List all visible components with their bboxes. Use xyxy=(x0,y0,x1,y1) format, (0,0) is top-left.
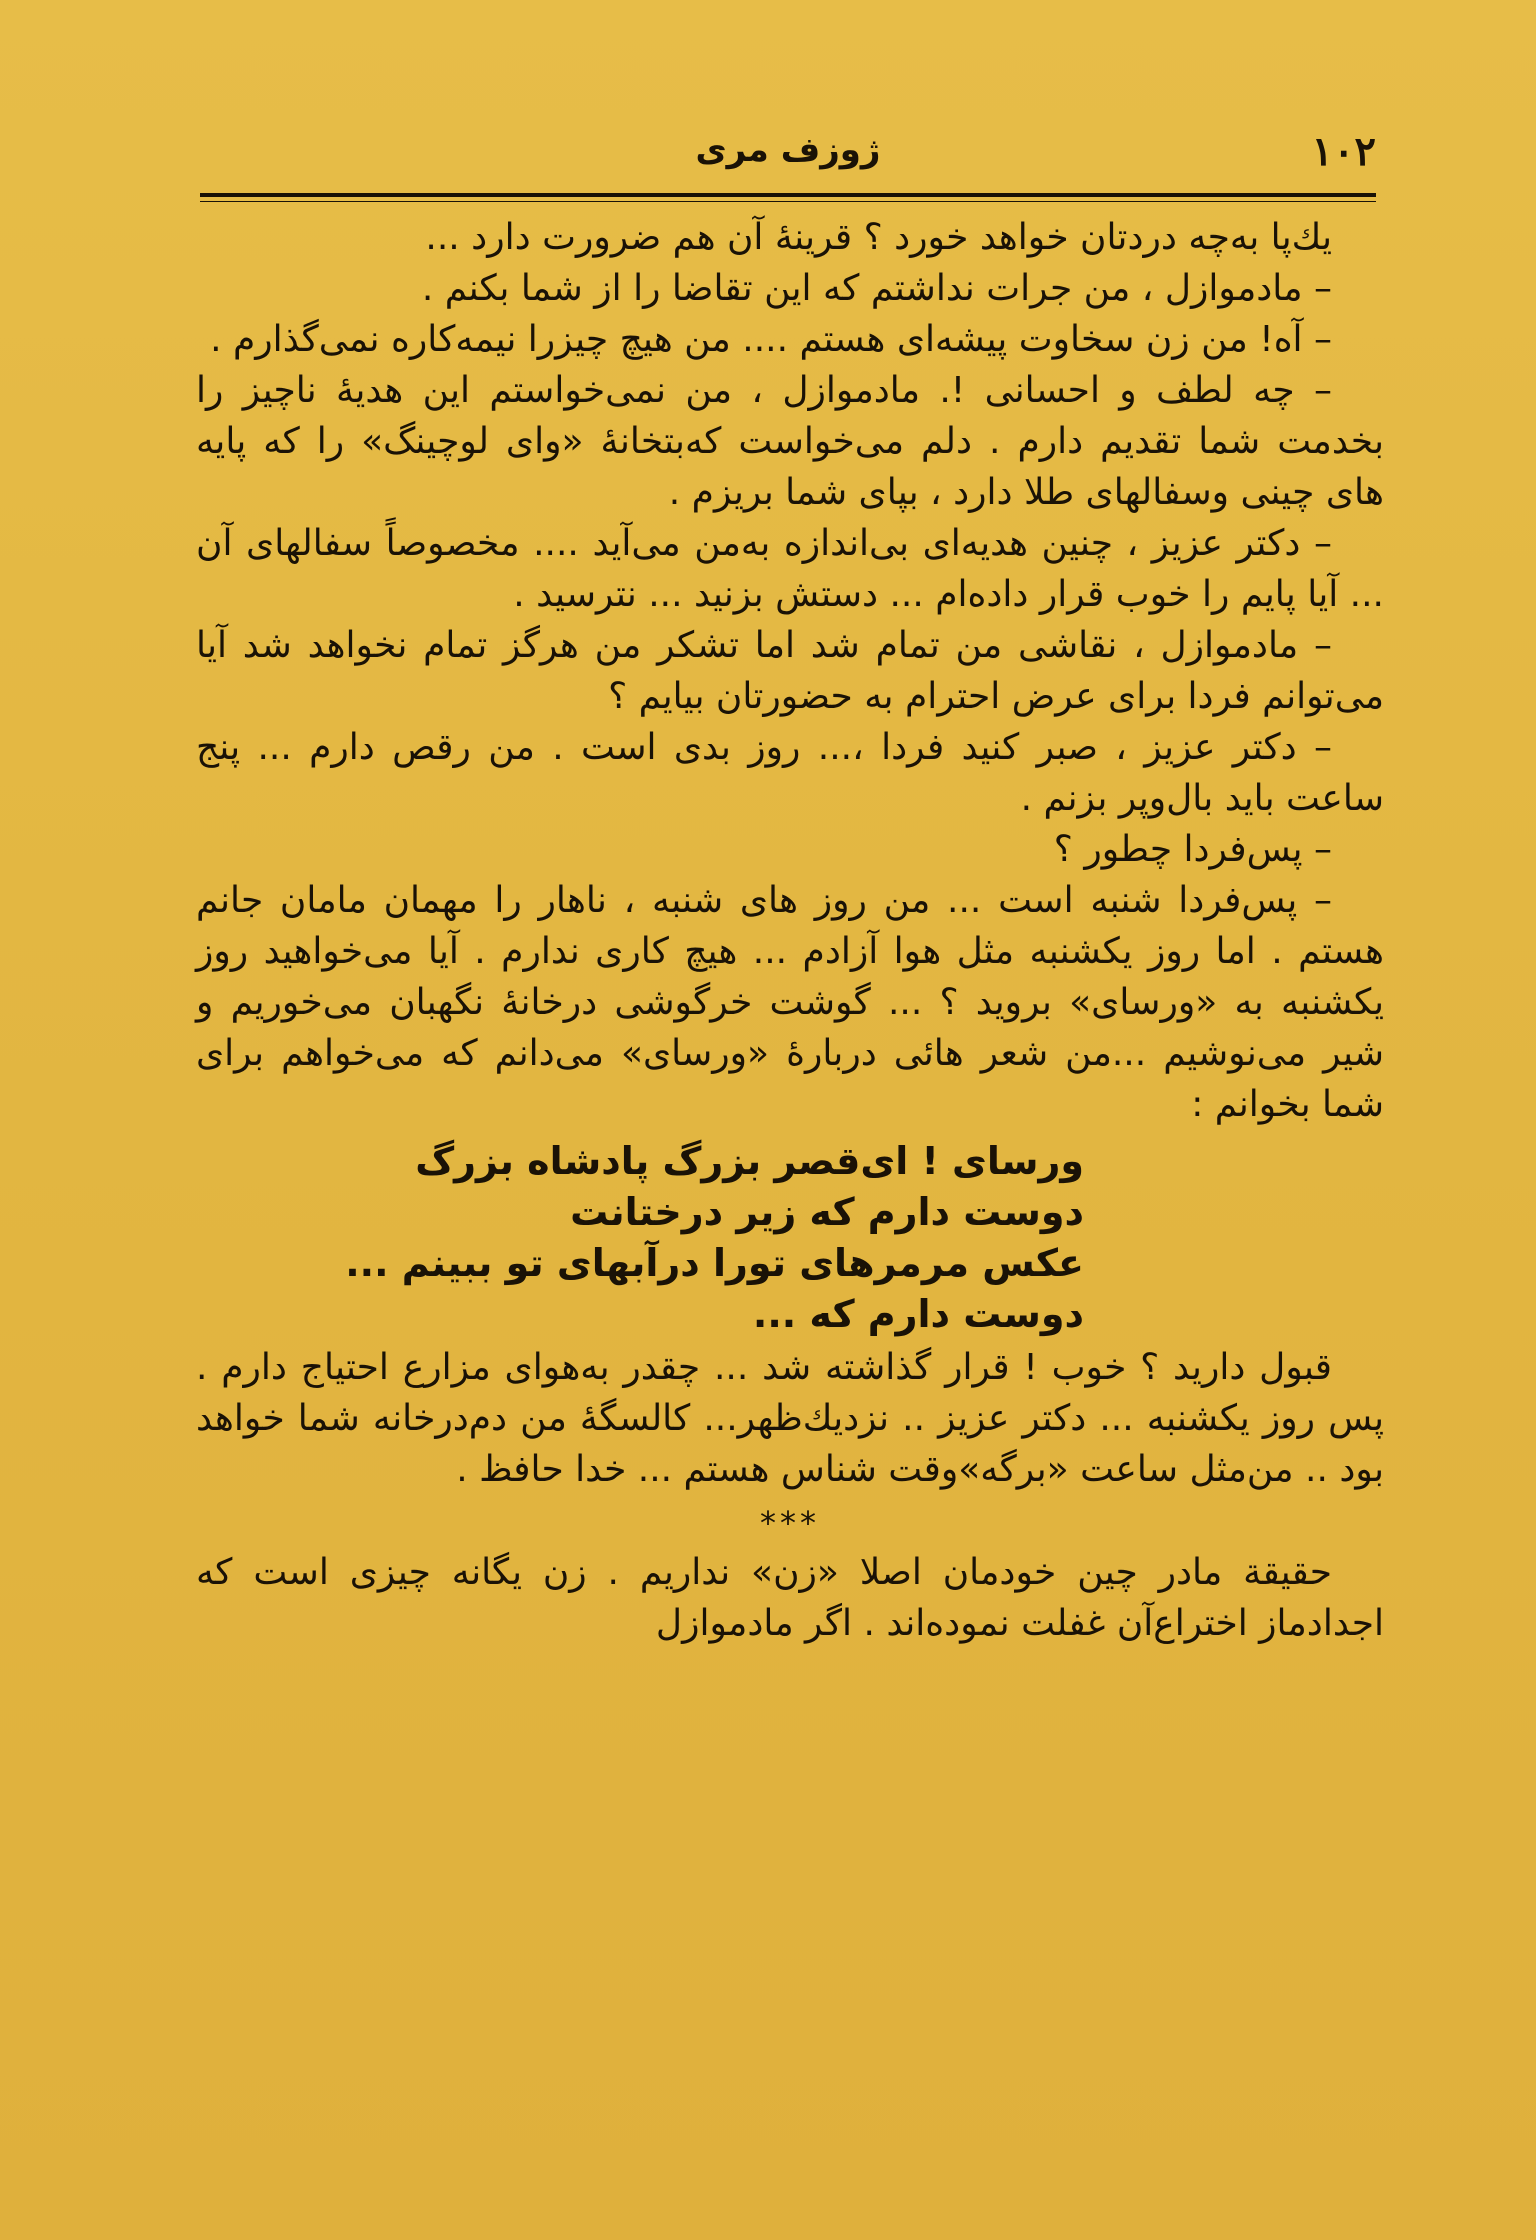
page-header xyxy=(200,118,1376,188)
header-rule xyxy=(200,193,1376,197)
poem-line: ورسای ! ای‌قصر بزرگ پادشاه بزرگ xyxy=(415,1139,1084,1183)
paragraph: – دکتر عزیز ، صبر کنید فردا ،... روز بدی است . من رقص دارم ... پنج ساعت باید بال‌وپر بزنم . xyxy=(196,727,1384,819)
paragraph: یك‌پا به‌چه دردتان خواهد خورد ؟ قرینهٔ آن هم ضرورت دارد ... xyxy=(425,217,1332,258)
paragraph: – دکتر عزیز ، چنین هدیه‌ای بی‌اندازه به‌من می‌آید .... مخصوصاً سفالهای آن ... آیا پایم را خوب قرار داده‌ام ... دستش بزنید ... نترسید . xyxy=(196,523,1384,615)
running-title: ژوزف مری xyxy=(695,130,881,170)
paragraph: قبول دارید ؟ خوب ! قرار گذاشته شد ... چقدر به‌هوای مزارع احتیاج دارم . پس روز یکشنبه ... دکتر عزیز .. نزدیك‌ظهر... کالسگهٔ من دم‌درخانه شما خواهد بود .. من‌مثل ساعت «برگه»وقت شناس هستم ... خدا حافظ . xyxy=(196,1347,1384,1490)
paragraph: – مادموازل ، نقاشی من تمام شد اما تشکر من هرگز تمام نخواهد شد آیا می‌توانم فردا برای عرض احترام به حضورتان بیایم ؟ xyxy=(196,625,1384,717)
body-text xyxy=(196,212,1384,1649)
header-rule-thin xyxy=(200,201,1376,202)
paragraph: – مادموازل ، من جرات نداشتم که این تقاضا را از شما بکنم . xyxy=(421,268,1332,309)
section-separator: *** xyxy=(760,1504,820,1542)
page-number: ۱۰۲ xyxy=(1311,128,1376,175)
poem-line: دوست دارم که ... xyxy=(752,1292,1084,1336)
poem-line: دوست دارم که زیر درختانت xyxy=(570,1190,1084,1234)
poem xyxy=(196,1136,1384,1340)
paragraph: – آه! من زن سخاوت پیشه‌ای هستم .... من هیچ چیزرا نیمه‌کاره نمی‌گذارم . xyxy=(210,319,1332,360)
paragraph: – چه لطف و احسانی !. مادموازل ، من نمی‌خواستم این هدیهٔ ناچیز را بخدمت شما تقدیم دارم . دلم می‌خواست که‌بتخانهٔ «وای لوچینگ» را که پایه های چینی وسفالهای طلا دارد ، بپای شما بریزم . xyxy=(196,370,1384,513)
paragraph: – پس‌فردا شنبه است ... من روز های شنبه ، ناهار را مهمان مامان جانم هستم . اما روز یکشنبه مثل هوا آزادم ... هیچ کاری ندارم . آیا می‌خواهید روز یکشنبه به «ورسای» بروید ؟ ... گوشت خرگوشی درخانهٔ نگهبان می‌خوریم و شیر می‌نوشیم ...من شعر هائی دربارهٔ «ورسای» می‌دانم که می‌خواهم برای شما بخوانم : xyxy=(196,880,1384,1125)
paragraph: – پس‌فردا چطور ؟ xyxy=(1053,829,1332,870)
paragraph: حقیقة مادر چین خودمان اصلا «زن» نداریم . زن یگانه چیزی است که اجدادماز اختراع‌آن غفلت نموده‌اند . اگر مادموازل xyxy=(196,1552,1384,1644)
poem-line: عکس مرمرهای تورا درآبهای تو ببینم ... xyxy=(345,1241,1084,1285)
